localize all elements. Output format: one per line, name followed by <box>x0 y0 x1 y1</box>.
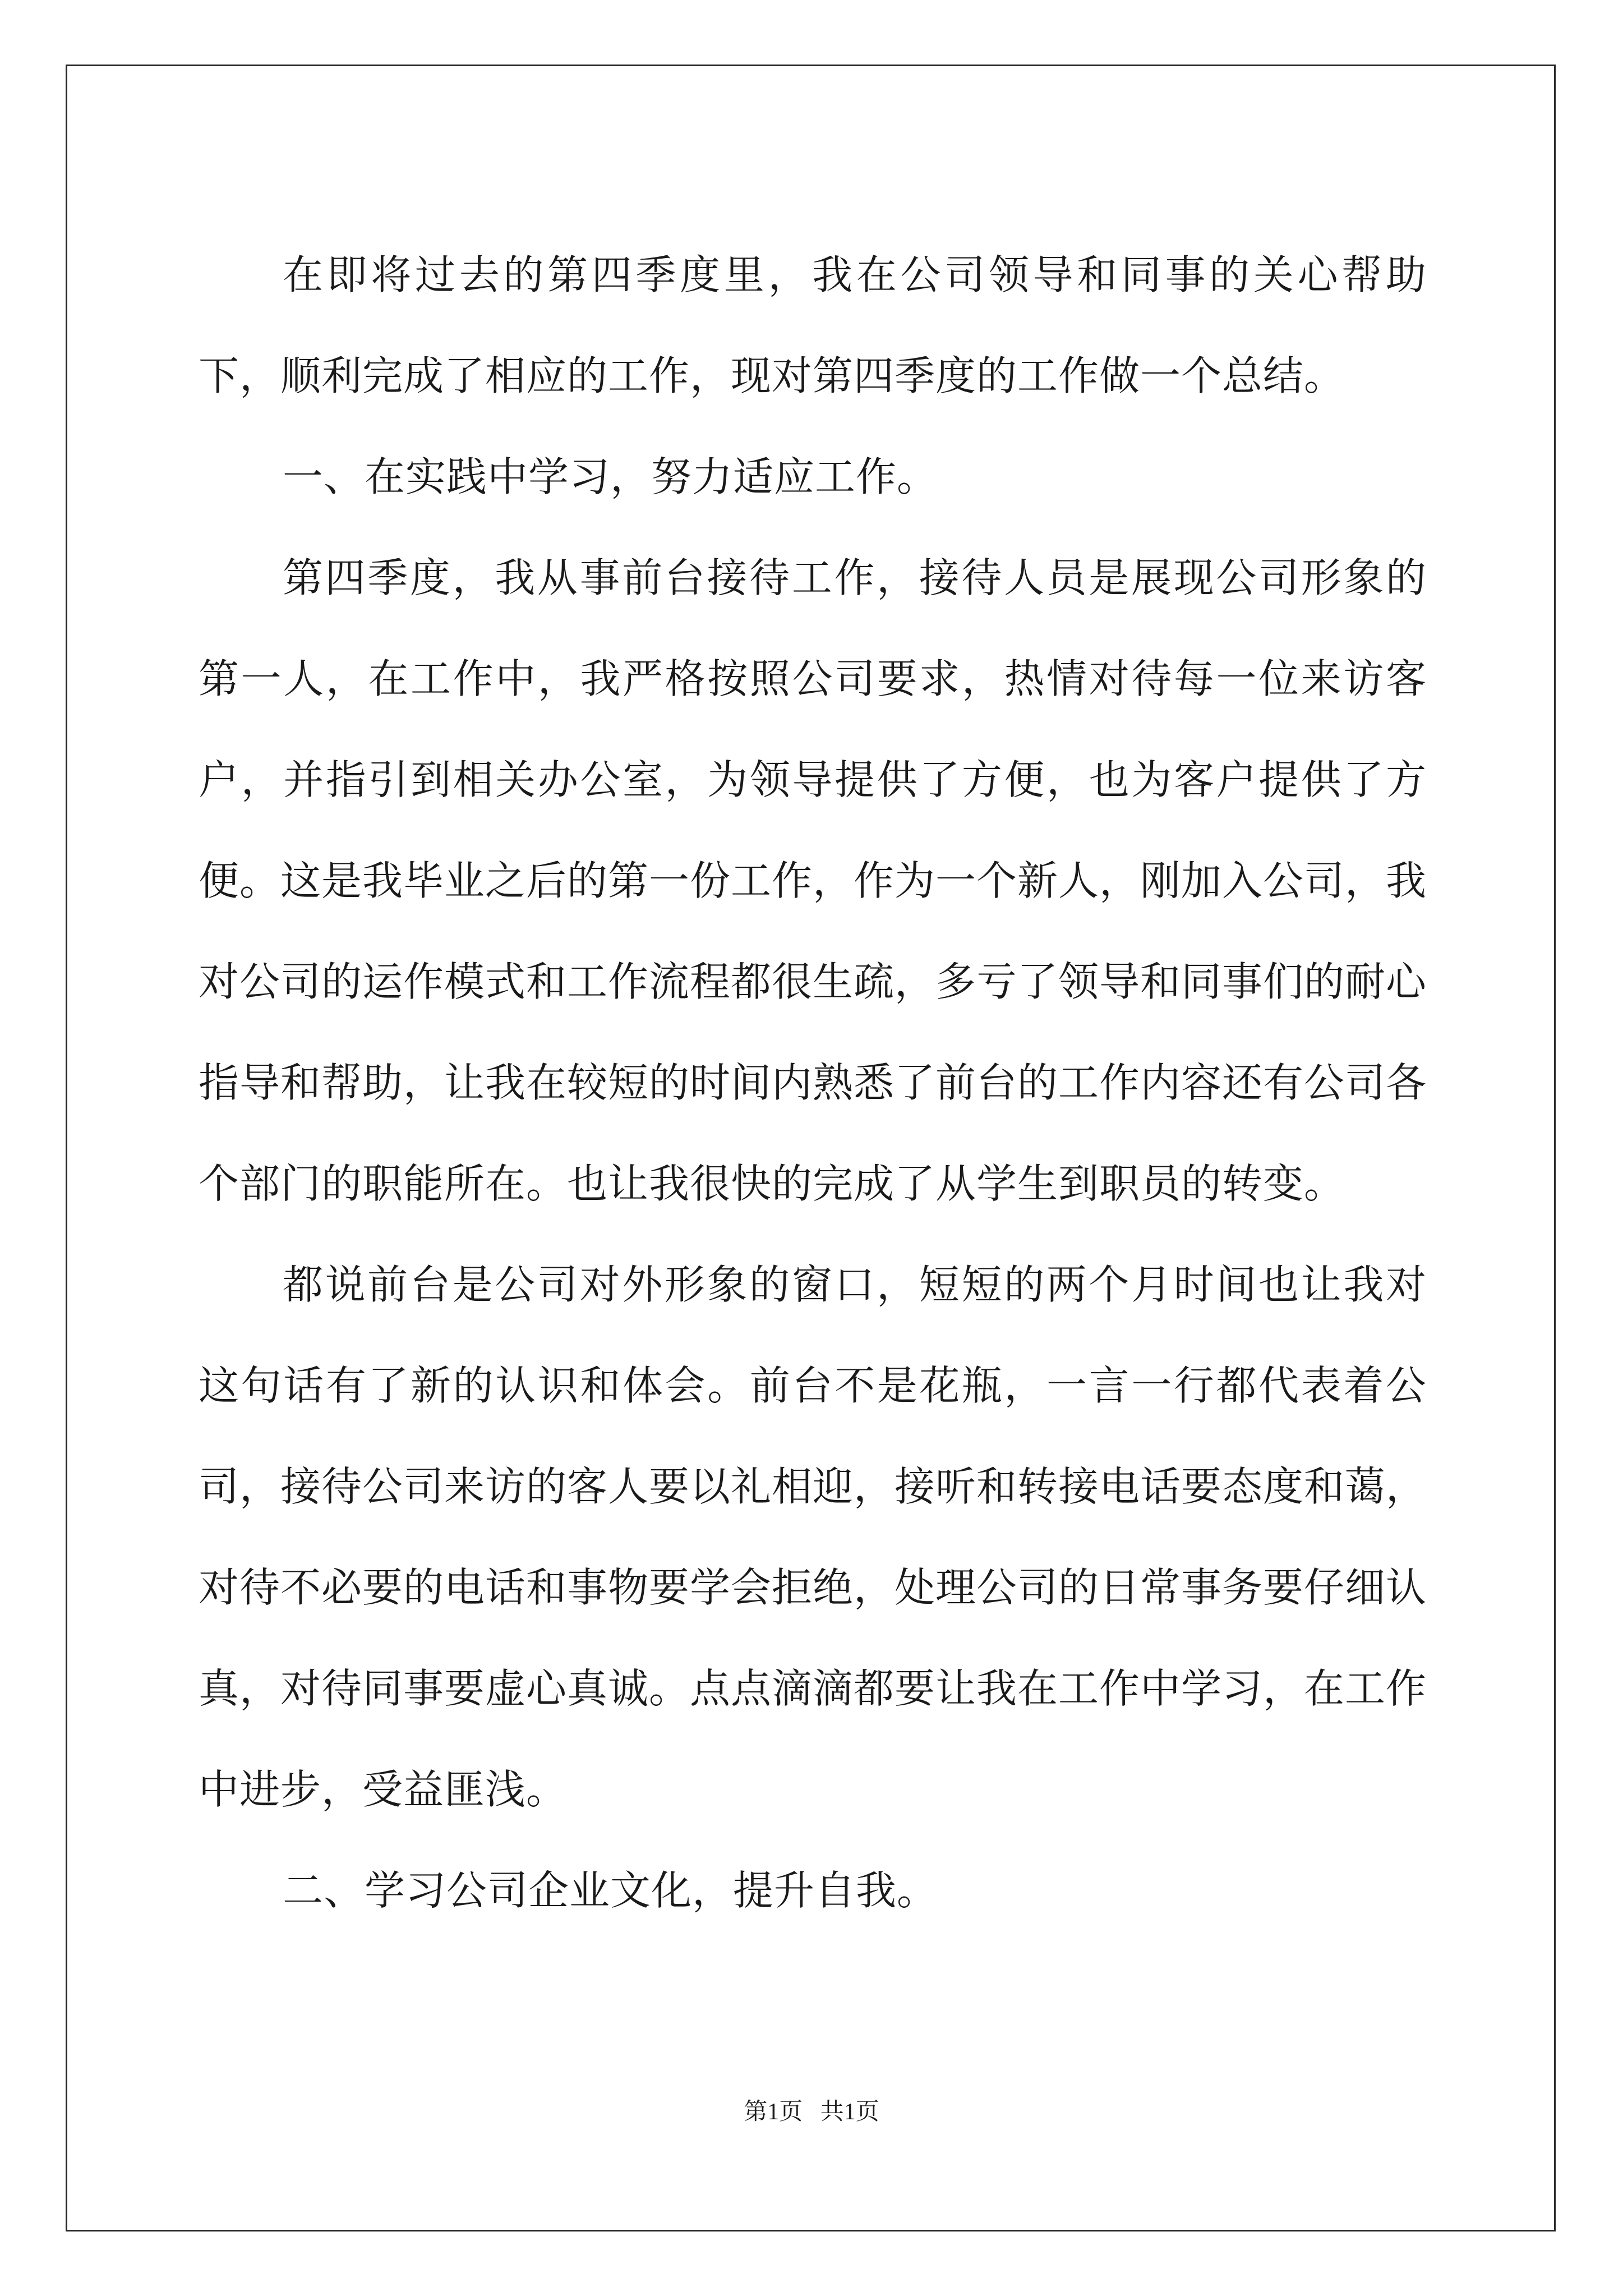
paragraph-reception-work: 第四季度，我从事前台接待工作，接待人员是展现公司形象的第一人，在工作中，我严格按照公司要求，热情对待每一位来访客户，并指引到相关办公室，为领导提供了方便，也为客户提供了方便。这是我毕业之后的第一份工作，作为一个新人，刚加入公司，我对公司的运作模式和工作流程都很生疏，多亏了领导和同事们的耐心指导和帮助，让我在较短的时间内熟悉了前台的工作内容还有公司各个部门的职能所在。也让我很快的完成了从学生到职员的转变。 <box>199 554 1427 1207</box>
paragraph-front-desk-window: 都说前台是公司对外形象的窗口，短短的两个月时间也让我对这句话有了新的认识和体会。前台不是花瓶，一言一行都代表着公司，接待公司来访的客人要以礼相迎，接听和转接电话要态度和蔼，对待不必要的电话和事物要学会拒绝，处理公司的日常事务要仔细认真，对待同事要虚心真诚。点点滴滴都要让我在工作中学习，在工作中进步，受益匪浅。 <box>199 1261 1427 1813</box>
paragraph-intro: 在即将过去的第四季度里，我在公司领导和同事的关心帮助下，顺利完成了相应的工作，现对第四季度的工作做一个总结。 <box>199 251 1427 399</box>
page-number: 第1页 <box>744 2099 803 2125</box>
document-body <box>199 224 1427 1941</box>
page-total: 共1页 <box>820 2099 879 2125</box>
page-footer <box>0 2095 1623 2129</box>
section-heading-2: 二、学习公司企业文化，提升自我。 <box>283 1867 938 1914</box>
section-heading-1: 一、在实践中学习，努力适应工作。 <box>283 453 938 500</box>
